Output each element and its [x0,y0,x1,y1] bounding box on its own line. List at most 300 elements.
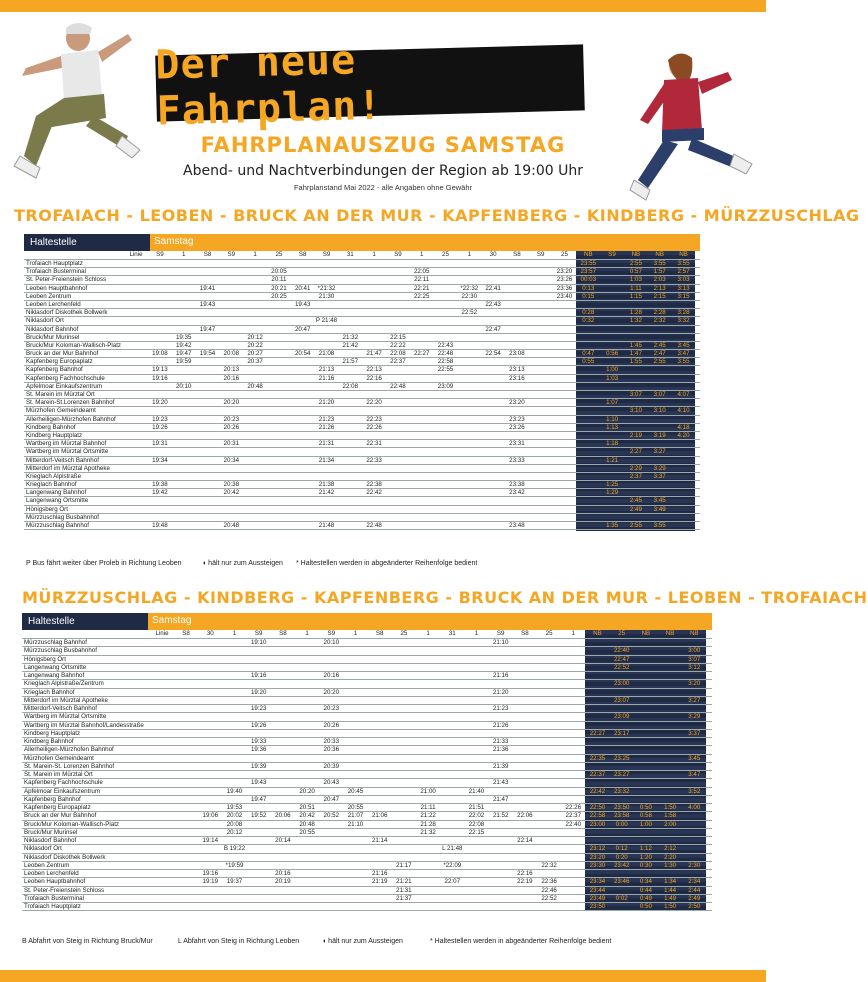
table-row [22,705,712,713]
departure-time: 3:45 [688,754,701,762]
departure-time: 2:49 [688,894,701,902]
table-row [24,268,700,276]
departure-time: 3:52 [688,787,701,795]
departure-time: 21:23 [492,705,509,712]
departure-time: 1:00 [606,366,619,374]
departure-time: 22:43 [437,341,454,349]
departure-time: 3:47 [688,771,701,778]
departure-time: 23:20 [556,268,573,276]
departure-time: P 21:48 [315,317,338,325]
departure-time: 1:30 [664,861,677,869]
departure-time: 4:20 [677,431,690,439]
stop-name: Langenwang Ortsmitte [26,497,89,505]
line-number: 1 [253,251,257,258]
departure-time: 0:58 [639,812,652,820]
departure-time: 1:11 [630,284,642,292]
departure-time: 21:57 [342,358,359,366]
departure-time: 21:30 [318,292,335,300]
departure-time: 20:48 [299,820,315,828]
departure-time: 2:12 [664,845,677,853]
stop-name: Leoben Hauptbahnhof [26,284,88,292]
departure-time: 22:38 [366,481,382,489]
departure-time: 22:08 [468,820,485,828]
departure-time: 20:36 [323,746,340,754]
departure-time: 2:55 [629,260,642,267]
line-label: Linie [129,251,143,258]
table-row [24,432,700,440]
table-header [24,234,700,251]
stop-name: Kapfenberg Fachhochschule [26,374,105,382]
departure-time: 22:48 [366,522,382,529]
departure-time: 21:31 [318,440,335,448]
line-number: S8 [521,630,529,637]
table-row [22,639,712,647]
departure-time: *22:09 [443,861,462,869]
table-row [22,796,712,804]
table-row [24,465,700,473]
departure-time: 21:13 [318,366,335,374]
departure-time: 3:28 [677,309,690,317]
departure-time: 20:38 [223,481,240,489]
departure-time: 22:47 [613,655,630,663]
legend-p: P Bus fährt weiter über Proleb in Richtung Leoben [26,560,182,567]
departure-time: 23:27 [613,771,630,778]
line-number: S8 [513,251,521,258]
departure-time: 1:00 [639,820,652,828]
departure-time: 1:45 [629,341,642,349]
departure-time: 20:20 [299,787,315,795]
stop-name: Leoben Hauptbahnhof [24,878,86,886]
departure-time: 0:28 [582,309,595,317]
departure-time: 22:58 [437,358,454,366]
route-title-return: MÜRZZUSCHLAG - KINDBERG - KAPFENBERG - BRUCK AN DER MUR - LEOBEN - TROFAIACH [22,588,868,607]
departure-time: 21:31 [396,886,412,894]
departure-time: 3:55 [677,260,690,267]
header-label: Haltestelle [22,613,148,630]
departure-time: 1:29 [606,489,619,497]
departure-time: 0:50 [639,903,652,910]
departure-time: 22:50 [589,804,606,811]
title-banner [154,37,585,135]
stop-name: Wartberg im Mürztal Ortsmitte [26,448,109,456]
departure-time: 19:10 [250,639,267,646]
departure-time: 23:17 [613,729,630,737]
line-number: 30 [206,630,214,637]
departure-time: 20:08 [226,820,243,828]
departure-time: 20:48 [223,522,240,529]
stop-name: Bruck an der Mur Bahnhof [26,350,99,358]
departure-time: 21:51 [468,804,485,811]
departure-time: 23:49 [589,894,606,902]
departure-time: 2:47 [653,350,666,358]
departure-time: 23:25 [613,754,630,762]
departure-time: 3:27 [688,696,701,704]
stop-name: Mürzzuschlag Busbahnhof [24,647,97,655]
stop-name: Mürzzuschlag Bahnhof [24,639,87,646]
stop-name: Mitterdorf im Mürztal Apotheke [24,696,108,704]
table-row [24,391,700,399]
departure-time: 20:37 [247,358,263,366]
departure-time: 2:34 [688,878,701,886]
line-number: 1 [571,630,575,637]
departure-time: 2:29 [629,464,642,472]
departure-time: 23:26 [509,423,525,431]
departure-time: 22:15 [468,828,485,836]
departure-time: 19:26 [152,423,168,431]
departure-time: 23:40 [556,292,573,300]
departure-time: 21:34 [318,456,335,464]
departure-time: 3:55 [653,260,666,267]
departure-time: 22:33 [366,456,382,464]
departure-time: 1:07 [606,399,619,407]
departure-time: 21:07 [347,812,364,820]
table-row [24,276,700,284]
departure-time: 2:30 [688,861,701,869]
line-number: NB [583,251,593,258]
departure-time: 1:12 [639,845,652,853]
table-row [22,689,712,697]
line-number: S8 [279,630,287,637]
departure-time: 1:03 [629,276,642,284]
departure-time: 21:32 [420,828,436,836]
departure-time: 20:10 [323,639,340,646]
departure-time: 3:55 [677,358,690,366]
departure-time: 3:55 [653,522,666,529]
departure-time: 0:55 [582,358,595,366]
departure-time: 19:47 [250,795,267,803]
departure-time: 19:20 [152,399,168,407]
departure-time: 20:23 [323,705,340,712]
stop-name: Allerheiligen-Mürzhofen Bahnhof [24,746,114,754]
departure-time: 20:54 [294,350,311,358]
departure-time: 22:52 [613,663,630,671]
table-row [22,730,712,738]
departure-time: 20:52 [323,812,340,820]
departure-time: 23:20 [509,399,525,407]
line-number: 25 [618,630,626,637]
departure-time: 19:26 [250,721,267,729]
departure-time: 1:21 [606,456,619,464]
departure-time: 2:19 [629,431,642,439]
line-number: 1 [467,251,472,258]
stop-name: Mürzhofen Gemeindeamt [26,407,96,415]
departure-time: 20:08 [223,350,240,358]
line-number: S8 [375,630,384,637]
departure-time: 20:22 [247,341,263,349]
departure-time: 1:10 [606,415,619,423]
stop-name: Wartberg im Mürztal Bahnhof [26,440,107,448]
line-number: NB [593,630,602,637]
departure-time: 1:50 [664,804,677,811]
departure-time: 22:26 [366,423,382,431]
top-accent-bar [0,0,766,12]
table-row [24,424,700,432]
departure-time: 21:20 [492,688,509,696]
table-row [24,260,700,268]
departure-time: 19:40 [226,787,243,795]
departure-time: 23:31 [509,440,525,448]
stop-name: Trofaiach Busterminal [26,268,86,276]
line-number: 1 [232,630,237,637]
legend-star: * Haltestellen werden in abgeänderter Reihenfolge bedient [296,560,478,567]
departure-time: 19:06 [202,812,219,820]
table-row [24,481,700,489]
departure-time: 19:41 [199,284,216,292]
line-number: 1 [372,251,376,258]
departure-time: L 21:48 [442,845,463,853]
stop-name: Kapfenberg Fachhochschule [24,779,103,787]
departure-time: 21:26 [318,423,335,431]
departure-time: 20:12 [247,333,263,341]
table-row [22,845,712,853]
departure-time: 20:14 [275,837,291,844]
stop-name: Apfelmoar Einkaufszentrum [26,382,103,390]
departure-time: 19:47 [199,325,216,333]
departure-time: 3:37 [688,729,701,737]
departure-time: 22:46 [541,886,557,894]
table-row [22,788,712,796]
departure-time: 0:49 [639,894,652,902]
stop-name: Krieglach Alplstraße/Zentrum [24,680,104,688]
departure-time: 20:16 [323,672,340,679]
departure-time: 22:52 [461,309,478,317]
departure-time: 3:37 [653,472,666,480]
line-number: S9 [227,251,236,258]
departure-time: 3:32 [677,317,690,325]
departure-time: 2:50 [688,903,701,910]
stop-name: Mitterdorf im Mürztal Apotheke [26,464,110,472]
departure-time: 21:36 [492,746,509,754]
stop-name: Kindberg Hauptplatz [24,729,81,737]
table-row [22,680,712,688]
table-row [22,672,712,680]
departure-time: 22:08 [342,382,359,390]
departure-time: 3:10 [629,407,642,415]
departure-time: 3:15 [677,292,690,300]
departure-time: 20:16 [223,374,240,382]
departure-time: 22:11 [414,276,430,284]
departure-time: 22:27 [589,729,606,737]
departure-time: 1:20 [639,853,652,861]
stop-name: Kindberg Bahnhof [24,738,74,745]
departure-time: 23:32 [613,787,630,795]
departure-time: 23:34 [589,878,606,886]
stop-name: Krieglach Bahnhof [26,481,77,489]
departure-time: 20:19 [275,878,291,886]
subtitle: FAHRPLANAUSZUG SAMSTAG [200,133,566,157]
departure-time: 23:23 [509,415,525,423]
departure-time: 22:08 [390,350,406,358]
departure-time: 23:57 [580,268,597,276]
departure-time: 20:51 [299,804,315,811]
stop-name: St. Marein-St.Lorenzen Bahnhof [26,399,115,407]
departure-time: 20:06 [275,812,291,820]
departure-time: 20:45 [347,787,364,795]
table-row [24,399,700,407]
table-row [22,854,712,862]
departure-time: 22:07 [444,878,461,886]
table-row [22,837,712,845]
departure-time: 21:33 [492,738,509,745]
departure-time: 2:44 [688,886,701,894]
departure-time: 22:41 [485,284,501,292]
departure-time: 22:37 [589,771,606,778]
departure-time: 20:10 [175,382,192,390]
legend-star: * Haltestellen werden in abgeänderter Reihenfolge bedient [430,938,612,945]
departure-time: 22:47 [485,325,501,333]
stop-name: St. Marein im Mürztal Ort [24,771,93,778]
line-number: 25 [400,630,408,637]
table-row [22,647,712,655]
line-number: 1 [305,630,309,637]
line-number: S8 [298,251,307,258]
departure-time: 19:37 [226,878,243,886]
departure-time: 19:23 [250,705,267,712]
stop-name: Kapfenberg Europaplatz [26,358,93,366]
departure-time: 19:35 [175,333,192,341]
line-number: S8 [182,630,190,637]
departure-time: 19:36 [250,746,267,754]
departure-time: 21:08 [318,350,335,358]
departure-time: 22:19 [517,878,533,886]
legend-b: B Abfahrt von Steig in Richtung Bruck/Mur [22,938,153,945]
line-number: NB [689,630,699,637]
departure-time: 21:26 [492,721,509,729]
departure-time: 20:12 [226,828,243,836]
departure-time: 20:02 [226,812,243,820]
departure-time: 23:08 [509,350,525,358]
stop-name: Niklasdorf Diskothek Bollwerk [24,853,106,861]
departure-time: 22:23 [366,415,382,423]
departure-time: 19:47 [175,350,192,358]
departure-time: 22:42 [589,787,606,795]
departure-time: 21:16 [318,374,335,382]
stop-name: Kapfenberg Bahnhof [24,795,81,803]
departure-time: *21:32 [317,284,336,292]
departure-time: 2:13 [653,284,666,292]
departure-time: 3:07 [688,655,701,663]
departure-time: 20:05 [271,268,287,276]
departure-time: 21:16 [492,672,509,679]
departure-time: 20:23 [223,415,240,423]
table-row [24,317,700,325]
line-number: S9 [496,630,505,637]
table-row [22,746,712,754]
stop-name: Krieglach Alplstraße [26,472,82,480]
table-body [22,630,712,911]
departure-time: 20:27 [247,350,263,358]
departure-time: 22:58 [589,812,606,820]
departure-time: 20:42 [223,489,240,497]
departure-time: 19:16 [152,374,168,382]
departure-time: 21:39 [492,762,509,770]
header-label: Haltestelle [24,234,150,251]
stop-name: Langenwang Bahnhof [24,672,85,679]
departure-time: B 19:22 [223,845,246,853]
table-row [22,895,712,903]
departure-time: 0:32 [582,317,595,325]
header-day: Samstag [150,234,700,251]
timetable-outbound [24,234,700,530]
departure-time: 21:37 [396,894,412,902]
departure-time: 20:31 [223,440,240,448]
departure-time: 22:30 [461,292,478,300]
departure-time: 19:34 [152,456,168,464]
table-row [24,448,700,456]
departure-time: 22:35 [589,754,606,762]
departure-time: 22:02 [468,812,485,820]
stop-name: Hönigsberg Ort [26,505,68,513]
departure-time: 19:54 [199,350,216,358]
stop-name: St. Peter-Freienstein Schloss [26,276,107,284]
departure-time: 23:36 [556,284,573,292]
departure-time: 0:30 [639,861,652,869]
table-row [22,722,712,730]
departure-time: 4:07 [677,391,690,398]
line-number: 25 [545,630,553,637]
departure-time: 19:19 [202,878,219,886]
timetable-return [22,613,712,911]
departure-time: 19:20 [250,688,267,696]
stop-name: Langenwang Ortsmitte [24,663,87,671]
departure-time: 19:43 [294,300,311,308]
departure-time: 21:42 [318,489,335,497]
departure-time: 23:33 [509,456,525,464]
departure-time: 21:14 [371,837,388,844]
departure-time: 2:15 [653,292,666,300]
stop-name: St. Marein-St. Lorenzen Bahnhof [24,762,115,770]
departure-time: 19:14 [202,837,219,844]
departure-time: 20:42 [299,812,315,820]
departure-time: 2:03 [653,276,666,284]
table-row [24,358,700,366]
departure-time: 19:23 [152,415,168,423]
departure-time: 19:52 [250,812,267,820]
table-row [22,738,712,746]
departure-time: 1:35 [606,522,619,529]
departure-time: 22:16 [366,374,382,382]
line-number: 1 [353,630,358,637]
departure-time: 19:13 [152,366,168,374]
line-number: 30 [489,251,497,258]
departure-time: 1:55 [629,358,642,366]
table-row [24,350,700,358]
departure-time: 23:48 [509,522,525,529]
departure-time: 0:12 [615,845,628,853]
table-row [24,383,700,391]
departure-time: 23:44 [589,886,606,894]
departure-time: 19:31 [152,440,168,448]
stop-name: Bruck/Mur Koloman-Wallisch-Platz [24,820,120,828]
table-row [24,506,700,514]
stop-name: Kindberg Bahnhof [26,423,76,431]
stop-name: Krieglach Bahnhof [24,688,75,696]
departure-time: 1:34 [664,878,677,886]
table-row [24,301,700,309]
departure-time: 21:52 [492,812,509,820]
legend-stop: ◖ hält nur zum Aussteigen [202,560,283,567]
departure-time: 22:42 [366,489,382,497]
stop-name: Leoben Lerchenfeld [26,300,81,308]
departure-time: 23:00 [589,820,606,828]
departure-time: 20:39 [323,762,340,770]
departure-time: 20:11 [271,276,287,284]
departure-time: 0:34 [639,878,652,886]
table-row [22,878,712,886]
departure-time: 20:20 [223,399,240,407]
departure-time: 19:43 [250,779,267,787]
stop-name: Niklasdorf Diskothek Bollwerk [26,309,108,317]
